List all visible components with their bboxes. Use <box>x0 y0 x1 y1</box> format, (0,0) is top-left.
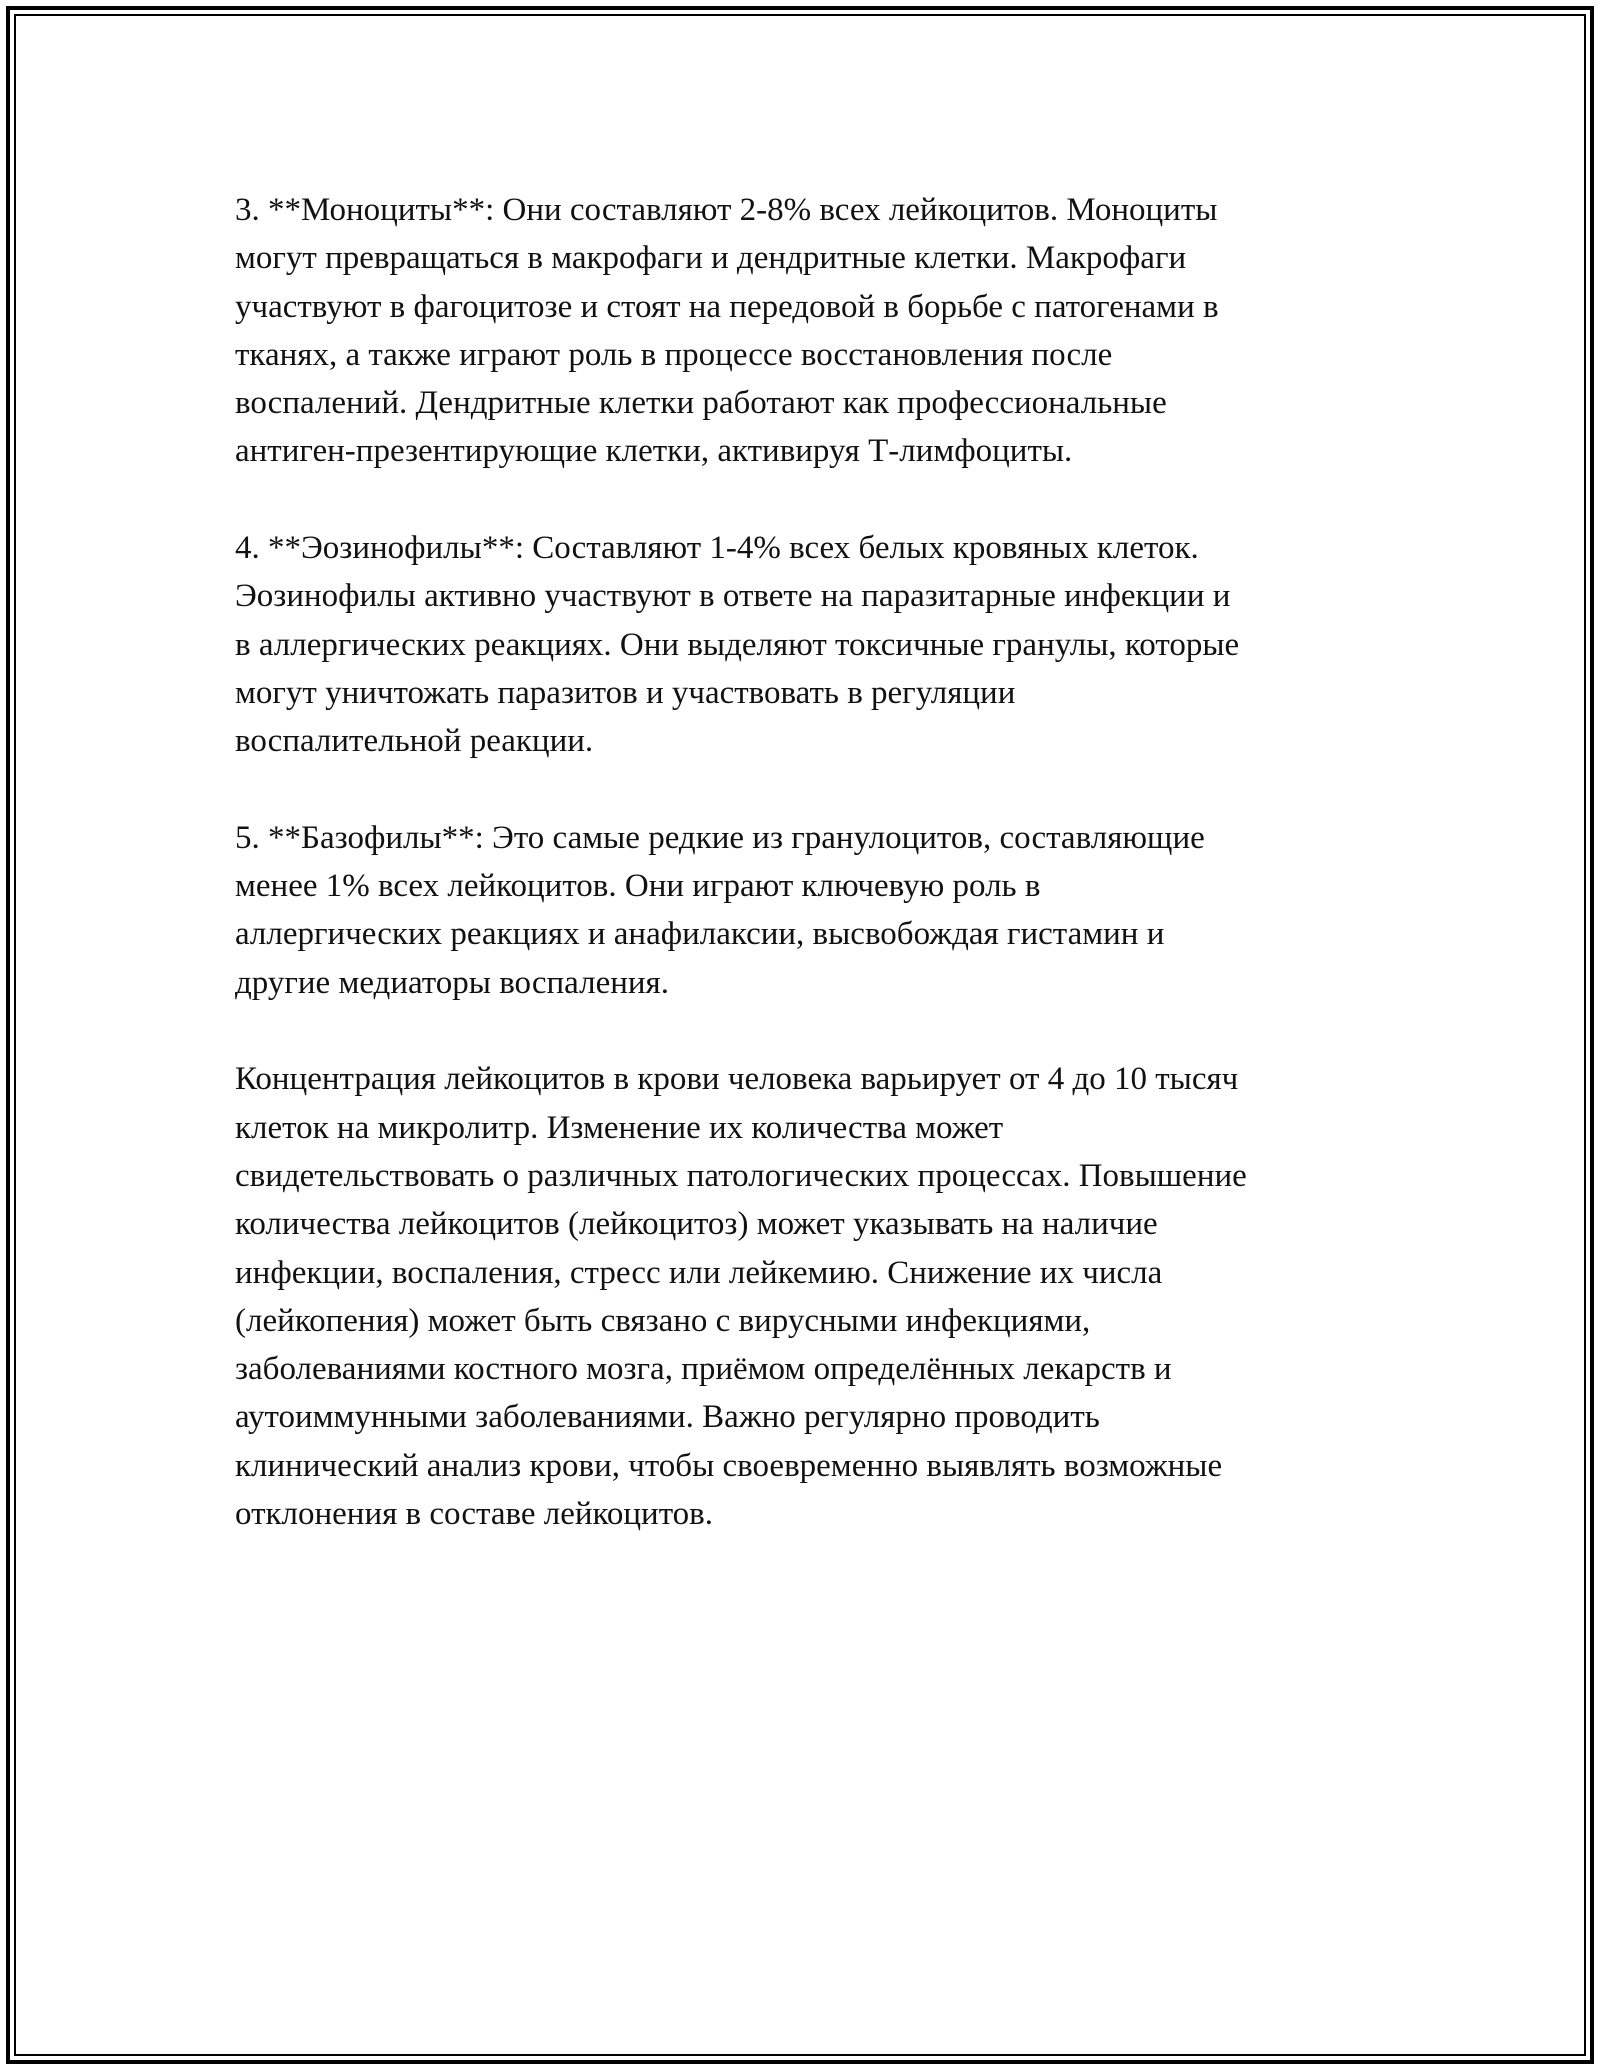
text-line: клеток на микролитр. Изменение их количества может <box>235 1109 1004 1146</box>
text-line: менее 1% всех лейкоцитов. Они играют ключевую роль в <box>235 868 1041 905</box>
text-line: заболеваниями костного мозга, приёмом определённых лекарств и <box>235 1351 1172 1388</box>
text-line: инфекции, воспаления, стресс или лейкемию. Снижение их числа <box>235 1254 1163 1291</box>
text-line: 5. **Базофилы**: Это самые редкие из гранулоцитов, составляющие <box>235 819 1205 856</box>
text-line: 4. **Эозинофилы**: Составляют 1-4% всех белых кровяных клеток. <box>235 530 1199 567</box>
text-line: антиген-презентирующие клетки, активируя Т-лимфоциты. <box>235 433 1073 470</box>
text-line: аллергических реакциях и анафилаксии, высвобождая гистамин и <box>235 916 1165 953</box>
paragraph-concentration <box>235 1055 1375 1538</box>
text-line: воспалительной реакции. <box>235 723 594 760</box>
text-line: Эозинофилы активно участвуют в ответе на паразитарные инфекции и <box>235 578 1231 615</box>
text-line: количества лейкоцитов (лейкоцитоз) может указывать на наличие <box>235 1206 1158 1243</box>
text-line: Концентрация лейкоцитов в крови человека варьирует от 4 до 10 тысяч <box>235 1061 1239 1098</box>
text-line: в аллергических реакциях. Они выделяют токсичные гранулы, которые <box>235 626 1240 663</box>
text-line: 3. **Моноциты**: Они составляют 2-8% всех лейкоцитов. Моноциты <box>235 192 1218 228</box>
text-line: другие медиаторы воспаления. <box>235 964 669 1001</box>
text-line: участвуют в фагоцитозе и стоят на передовой в борьбе с патогенами в <box>235 288 1219 325</box>
paragraph-basophils <box>235 814 1375 1007</box>
text-line: клинический анализ крови, чтобы своевременно выявлять возможные <box>235 1447 1223 1484</box>
text-line: свидетельствовать о различных патологических процессах. Повышение <box>235 1157 1247 1194</box>
text-line: отклонения в составе лейкоцитов. <box>235 1496 714 1533</box>
paragraph-monocytes <box>235 186 1375 476</box>
document-body <box>235 186 1375 1587</box>
text-line: воспалений. Дендритные клетки работают как профессиональные <box>235 385 1167 422</box>
paragraph-eosinophils <box>235 524 1375 765</box>
text-line: аутоиммунными заболеваниями. Важно регулярно проводить <box>235 1399 1100 1436</box>
text-line: (лейкопения) может быть связано с вирусными инфекциями, <box>235 1302 1091 1339</box>
text-line: могут уничтожать паразитов и участвовать в регуляции <box>235 674 1016 711</box>
text-line: тканях, а также играют роль в процессе восстановления после <box>235 336 1113 373</box>
text-line: могут превращаться в макрофаги и дендритные клетки. Макрофаги <box>235 240 1187 277</box>
